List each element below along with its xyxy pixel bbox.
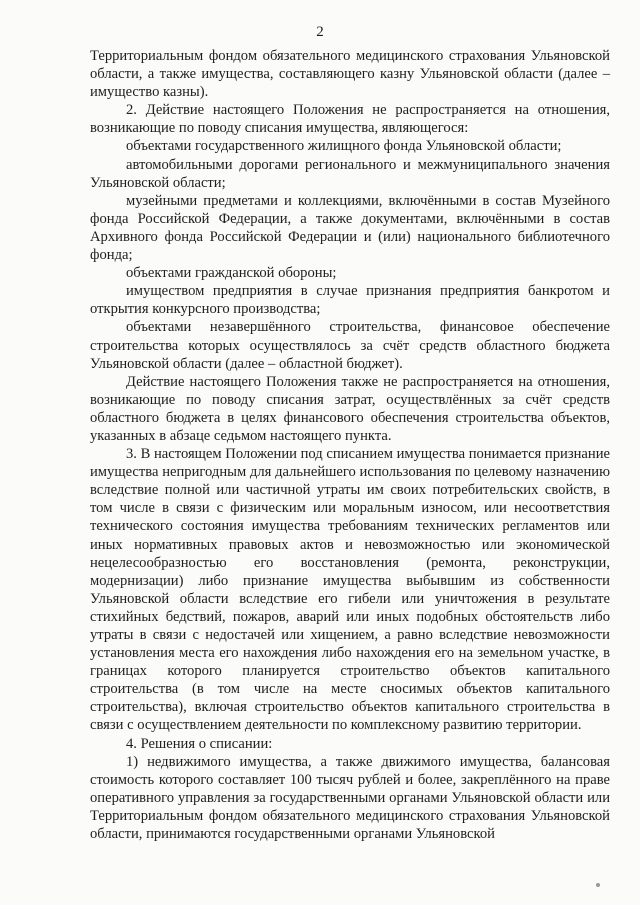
paragraph-item-2: 2. Действие настоящего Положения не распространяется на отношения, возникающие по поводу списания имущества, являющегося: [90, 102, 610, 137]
paragraph-continuation: Территориальным фондом обязательного медицинского страхования Ульяновской области, а также имущества, составляющего казну Ульяновской области (далее – имущество казны). [90, 48, 610, 101]
page-number: 2 [316, 24, 324, 40]
paragraph-item-4-1: 1) недвижимого имущества, а также движимого имущества, балансовая стоимость которого составляет 100 тысяч рублей и более, закреплённого на праве оперативного управления за государственными органами Ульяновской области или Территориальным фондом обязательного медицинского страхования Ульяновской области, принимаются государственными органами Ульяновской [90, 753, 610, 843]
paragraph-item-3: 3. В настоящем Положении под списанием имущества понимается признание имущества непригодным для дальнейшего использования по целевому назначению вследствие полной или частичной утраты им своих потребительских свойств, в том числе в связи с физическим или моральным износом, или несоответствия технического состояния имущества требованиям технических регламентов или иных нормативных правовых актов и невозможностью или экономической нецелесообразностью его восстановления (ремонта, реконструкции, модернизации) либо признание имущества выбывшим из собственности Ульяновской области вследствие его гибели или уничтожения в результате стихийных бедствий, пожаров, аварий или иных подобных обстоятельств либо утраты в связи с недостачей или хищением, а равно вследствие невозможности установления места его нахождения либо нахождения его на земельном участке, в границах которого планируется строительство объектов капитального строительства (в том числе на месте сносимых объектов капитального строительства), включая строительство объектов капитального строительства в связи с осуществлением деятельности по комплексному развитию территории. [90, 446, 610, 734]
paragraph-costs: Действие настоящего Положения также не распространяется на отношения, возникающие по поводу списания затрат, осуществлённых за счёт средств областного бюджета в целях финансового обеспечения строительства объектов, указанных в абзаце седьмом настоящего пункта. [90, 373, 610, 444]
paragraph-civil-defense: объектами гражданской обороны; [126, 265, 337, 282]
paragraph-item-4: 4. Решения о списании: [126, 735, 273, 752]
paragraph-museum: музейными предметами и коллекциями, включёнными в состав Музейного фонда Российской Федерации, а также документами, включёнными в состав Архивного фонда Российской Федерации и (или) национального библиотечного фонда; [90, 192, 610, 264]
paragraph-housing-fund: объектами государственного жилищного фонда Ульяновской области; [126, 138, 562, 155]
scan-speck [596, 883, 600, 887]
document-body [90, 47, 610, 843]
paragraph-roads: автомобильными дорогами регионального и межмуниципального значения Ульяновской области; [90, 156, 610, 191]
paragraph-unfinished-construction: объектами незавершённого строительства, финансовое обеспечение строительства которых осуществлялось за счёт средств областного бюджета Ульяновской области (далее – областной бюджет). [90, 319, 610, 372]
paragraph-bankruptcy: имуществом предприятия в случае признания предприятия банкротом и открытия конкурсного производства; [90, 283, 610, 318]
